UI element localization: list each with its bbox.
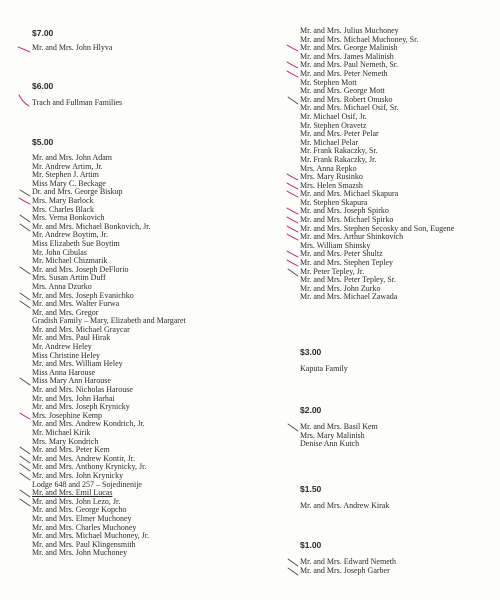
donor-entry: Dr. and Mrs. George Biskup <box>32 188 282 197</box>
donation-section-1-50 <box>300 484 495 511</box>
donor-entry: Mr. and Mrs. Stephen Tepley <box>300 259 495 268</box>
donor-entry: Mr. Frank Rakaczky, Sr. <box>300 146 378 156</box>
donor-entry: Mr. and Mrs. Andrew Kirak <box>300 501 390 510</box>
donor-entry: Mr. and Mrs. Julius Muchoney <box>300 26 399 35</box>
donor-entry: Mr. and Mrs. Michael Zawada <box>300 292 398 302</box>
donor-entry: Mrs. Charles Black <box>32 204 94 214</box>
donor-entry: Mr. and Mrs. George Mott <box>300 86 385 96</box>
donor-entry: Mr. and Mrs. John Zurko <box>300 283 381 293</box>
donor-entry: Mr. and Mrs. Emil Lucas <box>32 489 282 498</box>
check-mark-icon <box>17 472 31 481</box>
donor-entry: Mrs. Mary Rusinko <box>300 173 495 182</box>
donor-entry: Mr. and Mrs. John Krynicky <box>32 472 282 481</box>
donor-entry: Mr. Stephen J. Artim <box>32 170 99 180</box>
donor-entry: Mr. and Mrs. Elmer Muchoney <box>32 513 132 523</box>
donor-entry: Mr. and Mrs. Michael Muchoney, Jr. <box>32 531 150 541</box>
donor-entry: Mr. and Mrs. Anthony Krynicky, Jr. <box>32 463 282 472</box>
donor-list <box>32 44 282 53</box>
donor-entry: Mr. and Mrs. Peter Nemeth <box>300 70 495 79</box>
donor-entry: Mrs. Mary Malinish <box>300 430 365 440</box>
donor-entry: Trach and Fullman Families <box>32 99 282 108</box>
donor-entry: Mr. and Mrs. Paul Hirak <box>32 333 111 343</box>
donor-entry: Miss Christine Heley <box>32 350 100 360</box>
donor-entry: Mr. and Mrs. Peter Shultz <box>300 250 495 259</box>
donor-entry: Mr. and Mrs. Andrew Kontir, Jr. <box>32 455 282 464</box>
check-mark-icon <box>285 423 299 432</box>
donor-entry: Miss Mary C. Beckage <box>32 178 106 188</box>
check-mark-icon <box>17 44 31 53</box>
donor-entry: Miss Mary Ann Harouse <box>32 377 282 386</box>
donor-entry: Mr. Michael Chizmarik <box>32 256 108 266</box>
donor-entry: Mr. and Mrs. Peter Tepley, Sr. <box>300 275 396 285</box>
donor-list <box>300 423 495 449</box>
amount-heading: $6.00 <box>32 81 54 91</box>
check-mark-icon <box>285 190 299 199</box>
donor-entry: Mr. John Cibulas <box>32 247 87 257</box>
donor-entry: Mr. and Mrs. Michael Skapura <box>300 190 495 199</box>
donor-entry: Miss Anna Harouse <box>32 367 96 377</box>
donor-entry: Mr. and Mrs. Gregor <box>32 307 99 317</box>
donor-entry: Gradish Family – Mary, Elizabeth and Margaret <box>32 316 186 326</box>
donor-entry: Mr. Andrew Artim, Jr. <box>32 161 103 171</box>
donor-entry: Mrs. Mary Kondrich <box>32 436 99 446</box>
donor-entry: Mrs. Susan Artim Duff <box>32 273 106 283</box>
donation-section-5-continued <box>300 27 495 302</box>
donor-entry: Mrs. Verna Bonkovich <box>32 214 282 223</box>
check-mark-icon <box>17 498 31 507</box>
donation-section-5 <box>32 137 282 558</box>
donor-entry: Kaputa Family <box>300 364 348 373</box>
donor-entry: Mr. Stephen Oravetz <box>300 120 367 130</box>
donor-entry: Mr. and Mrs. John Harhai <box>32 393 115 403</box>
check-mark-icon <box>285 233 299 242</box>
donor-entry: Mrs. Anna Dzurko <box>32 281 92 291</box>
donor-entry: Mr. Peter Tepley, Jr. <box>300 268 495 277</box>
donor-list <box>300 365 495 374</box>
donor-entry: Mr. and Mrs. Joseph Krynicky <box>32 402 130 412</box>
donor-entry: Mr. and Mrs. Paul Nemeth, Sr. <box>300 61 495 70</box>
donor-list <box>300 558 495 575</box>
donor-entry: Mr. Frank Rakaczky, Jr. <box>300 154 377 164</box>
donor-entry: Mr. and Mrs. Joseph Garber <box>300 567 495 576</box>
donor-entry: Mrs. William Shinsky <box>300 240 371 250</box>
donor-entry: Mr. and Mrs. John Muchoney <box>32 548 128 558</box>
donor-entry: Mr. and Mrs. Michael Spirko <box>300 216 495 225</box>
check-mark-icon <box>285 268 299 277</box>
donor-entry: Mrs. Josephine Kemp <box>32 412 282 421</box>
donation-section-6 <box>32 81 282 108</box>
amount-heading: $1.00 <box>300 540 322 550</box>
check-mark-icon <box>17 412 31 421</box>
donor-entry: Mrs. Anna Repko <box>300 163 357 173</box>
donor-entry: Mr. and Mrs. Peter Pelar <box>300 129 379 139</box>
donor-entry: Mr. and Mrs. Joseph DeFlorio <box>32 266 282 275</box>
check-mark-icon <box>285 96 299 105</box>
donor-entry: Mr. and Mrs. Stephen Secosky and Son, Eugene <box>300 225 495 234</box>
amount-heading: $7.00 <box>32 28 54 38</box>
donor-entry: Mr. Andrew Heley <box>32 342 92 352</box>
check-mark-icon <box>17 266 31 275</box>
donor-entry: Mr. and Mrs. Edward Nemeth <box>300 558 495 567</box>
check-mark-icon <box>285 567 299 576</box>
donor-entry: Mrs. Mary Barlock <box>32 197 282 206</box>
donor-entry: Mr. and Mrs. Basil Kem <box>300 423 495 432</box>
donor-entry: Mr. and Mrs. Peter Kem <box>32 446 282 455</box>
donation-section-2 <box>300 405 495 449</box>
donor-entry: Mr. and Mrs. George Kopcho <box>32 505 127 515</box>
donor-entry: Mr. and Mrs. Arthur Shinkovich <box>300 233 495 242</box>
donor-entry: Mr. and Mrs. John Hlyva <box>32 44 282 53</box>
donor-entry: Mr. and Mrs. Michael Muchoney, Sr. <box>300 34 419 44</box>
donor-entry: Mr. and Mrs. James Malinish <box>300 51 394 61</box>
amount-heading: $3.00 <box>300 347 322 357</box>
donor-entry: Mr. and Mrs. Charles Muchoney <box>32 522 137 532</box>
donor-entry: Mr. and Mrs. Walter Furwa <box>32 300 282 309</box>
donor-entry: Mr. and Mrs. George Malinish <box>300 44 495 53</box>
donor-list <box>32 99 282 108</box>
donor-entry: Lodge 648 and 257 – Sojedinenije <box>32 479 142 489</box>
check-mark-icon <box>285 70 299 79</box>
donor-entry: Mr. and Mrs. John Adam <box>32 153 112 162</box>
donor-entry: Mr. and Mrs. Nicholas Harouse <box>32 385 133 395</box>
donor-list <box>32 154 282 558</box>
amount-heading: $1.50 <box>300 484 322 494</box>
donor-entry: Mr. and Mrs. John Lezo, Jr. <box>32 498 282 507</box>
donor-entry: Mr. and Mrs. Michael Osif, Sr. <box>300 103 399 113</box>
donor-entry: Mrs. Helen Smazsh <box>300 182 495 191</box>
donor-entry: Miss Elizabeth Sue Boytim <box>32 238 120 248</box>
donation-section-3 <box>300 347 495 374</box>
check-mark-icon <box>17 300 31 309</box>
donor-entry: Mr. and Mrs. Robert Onusko <box>300 96 495 105</box>
donor-entry: Mr. and Mrs. Andrew Kondrich, Jr. <box>32 419 145 429</box>
donor-entry: Mr. Michael Osif, Jr. <box>300 111 367 121</box>
check-mark-icon <box>17 223 31 232</box>
donor-entry: Denise Ann Kutch <box>300 439 360 449</box>
check-mark-icon <box>17 99 31 108</box>
donor-entry: Mr. and Mrs. Michael Bonkovich, Jr. <box>32 223 282 232</box>
donor-entry: Mr. and Mrs. Paul Klingensmith <box>32 539 136 549</box>
check-mark-icon <box>17 377 31 386</box>
amount-heading: $5.00 <box>32 137 54 147</box>
donor-entry: Mr. and Mrs. Michael Graycar <box>32 324 130 334</box>
amount-heading: $2.00 <box>300 405 322 415</box>
donor-list <box>300 502 495 511</box>
donor-entry: Mr. Stephen Mott <box>300 77 357 87</box>
donor-entry: Mr. Michael Kirik <box>32 428 91 437</box>
donor-entry: Mr. Stephen Skapura <box>300 197 368 207</box>
donor-entry: Mr. Michael Pelar <box>300 137 358 147</box>
donor-entry: Mr. and Mrs. William Heley <box>32 359 123 369</box>
donor-entry: Mr. Andrew Boytim, Jr. <box>32 230 109 240</box>
donation-section-1 <box>300 540 495 575</box>
donor-entry: Mr. and Mrs. Joseph Evanichko <box>32 292 282 301</box>
donation-section-7 <box>32 28 282 53</box>
donor-list <box>300 27 495 302</box>
check-mark-icon <box>17 197 31 206</box>
check-mark-icon <box>285 44 299 53</box>
donor-entry: Mr. and Mrs. Joseph Spirko <box>300 207 495 216</box>
